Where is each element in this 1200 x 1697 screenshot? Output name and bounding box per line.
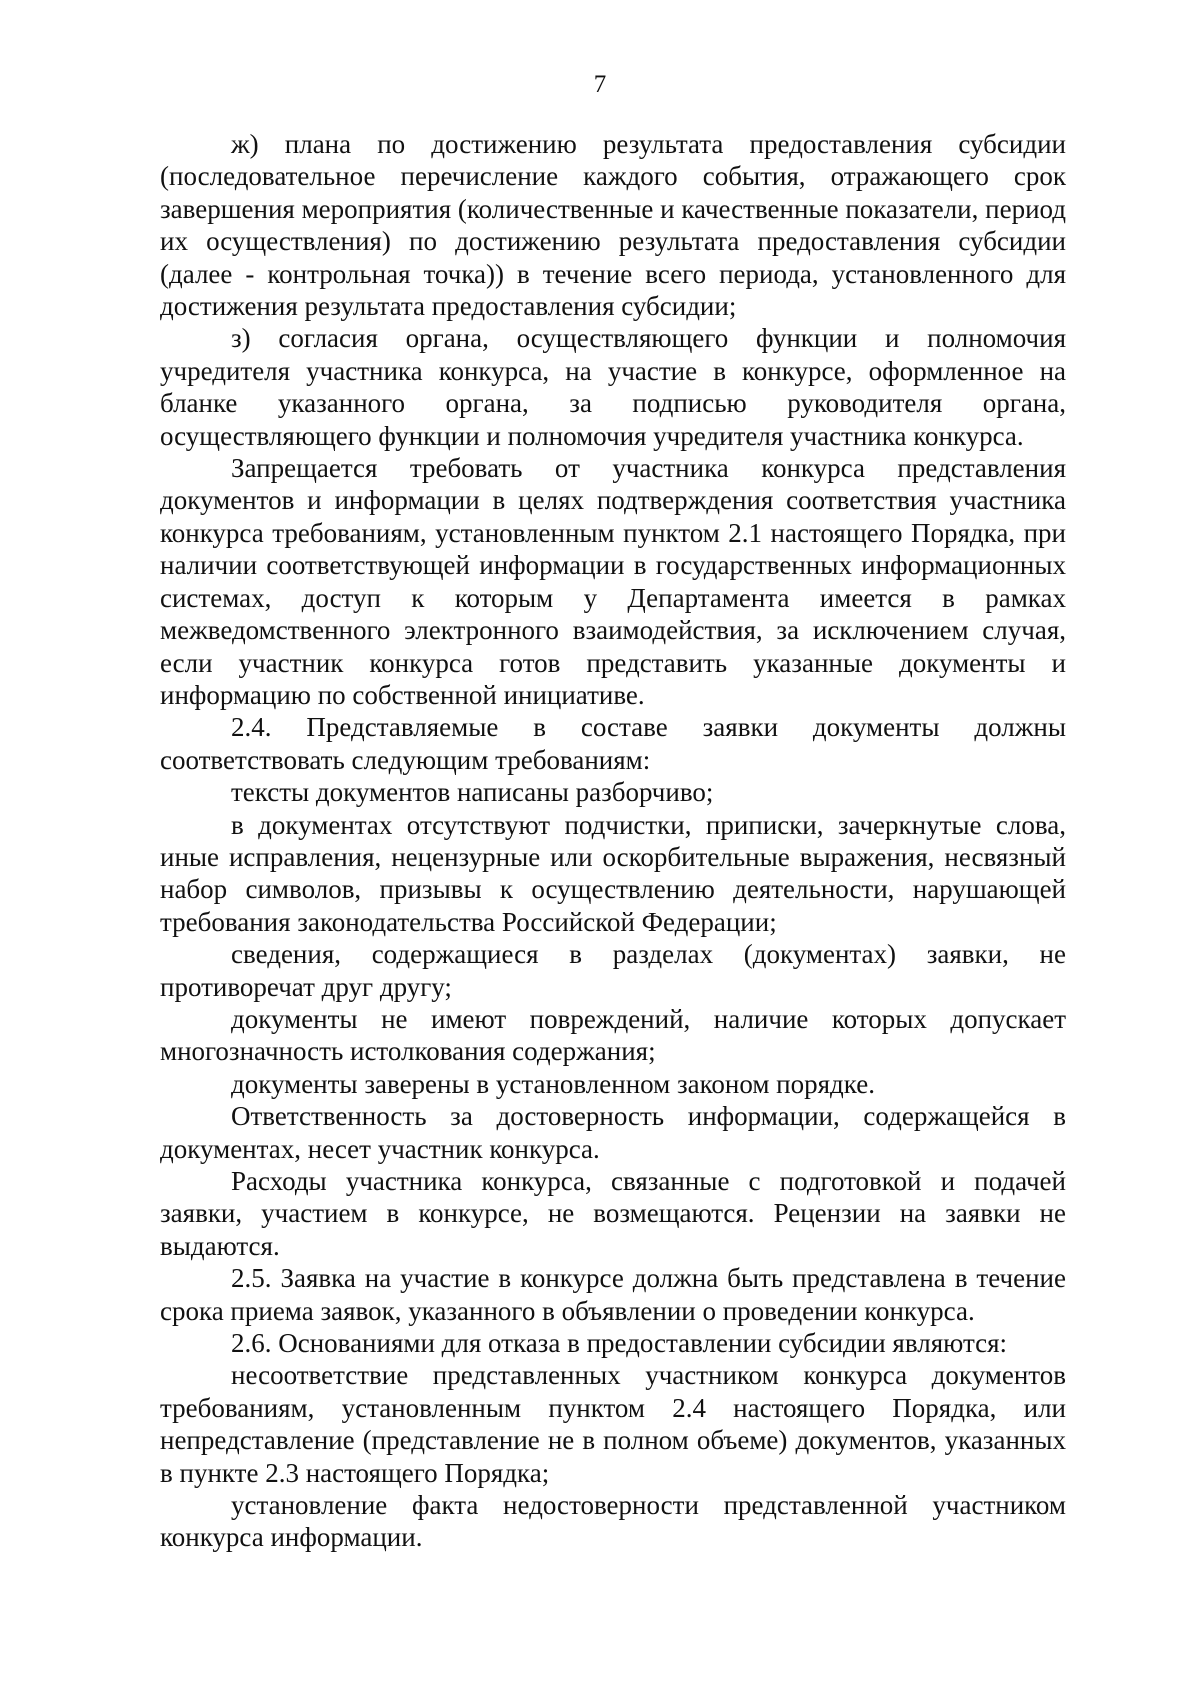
paragraph-no-damage: документы не имеют повреждений, наличие которых допускает многозначность истолкования содержания;: [160, 1003, 1066, 1067]
paragraph-2-4: 2.4. Представляемые в составе заявки документы должны соответствовать следующим требованиям:: [160, 712, 1066, 775]
paragraph-no-corrections: в документах отсутствуют подчистки, приписки, зачеркнутые слова, иные исправления, нецензурные или оскорбительные выражения, несвязный набор символов, призывы к осуществлению деятельности, нарушающей требования законодательства Российской Федерации;: [160, 809, 1066, 937]
paragraph-2-5: 2.5. Заявка на участие в конкурсе должна быть представлена в течение срока приема заявок, указанного в объявлении о проведении конкурса.: [160, 1263, 1066, 1326]
paragraph-legible-texts: тексты документов написаны разборчиво;: [231, 777, 714, 808]
document-body: [160, 128, 1066, 1554]
paragraph-no-contradictions: сведения, содержащиеся в разделах (документах) заявки, не противоречат друг другу;: [160, 939, 1066, 1002]
paragraph-2-6: 2.6. Основаниями для отказа в предоставлении субсидии являются:: [231, 1328, 1007, 1359]
paragraph-responsibility: Ответственность за достоверность информации, содержащейся в документах, несет участник конкурса.: [160, 1101, 1066, 1164]
paragraph-prohibition: Запрещается требовать от участника конкурса представления документов и информации в целях подтверждения соответствия участника конкурса требованиям, установленным пунктом 2.1 настоящего Порядка, при наличии соответствующей информации в государственных информационных системах, доступ к которым у Департамента имеется в рамках межведомственного электронного взаимодействия, за исключением случая, если участник конкурса готов представить указанные документы и информацию по собственной инициативе.: [160, 453, 1066, 710]
paragraph-z-consent: з) согласия органа, осуществляющего функции и полномочия учредителя участника конкурса, на участие в конкурсе, оформленное на бланке указанного органа, за подписью руководителя органа, осуществляющего функции и полномочия учредителя участника конкурса.: [160, 323, 1066, 451]
paragraph-unreliable-info: установление факта недостоверности представленной участником конкурса информации.: [160, 1490, 1066, 1553]
paragraph-zh-plan: ж) плана по достижению результата предоставления субсидии (последовательное перечисление каждого события, отражающего срок завершения мероприятия (количественные и качественные показатели, период их осуществления) по достижению результата предоставления субсидии (далее - контрольная точка)) в течение всего периода, установленного для достижения результата предоставления субсидии;: [160, 129, 1066, 322]
paragraph-certified: документы заверены в установленном законом порядке.: [231, 1068, 875, 1099]
paragraph-expenses: Расходы участника конкурса, связанные с подготовкой и подачей заявки, участием в конкурсе, не возмещаются. Рецензии на заявки не выдаются.: [160, 1166, 1066, 1261]
page-number: 7: [593, 71, 607, 98]
paragraph-noncompliance: несоответствие представленных участником конкурса документов требованиям, установленным пунктом 2.4 настоящего Порядка, или непредставление (представление не в полном объеме) документов, указанных в пункте 2.3 настоящего Порядка;: [160, 1360, 1066, 1488]
